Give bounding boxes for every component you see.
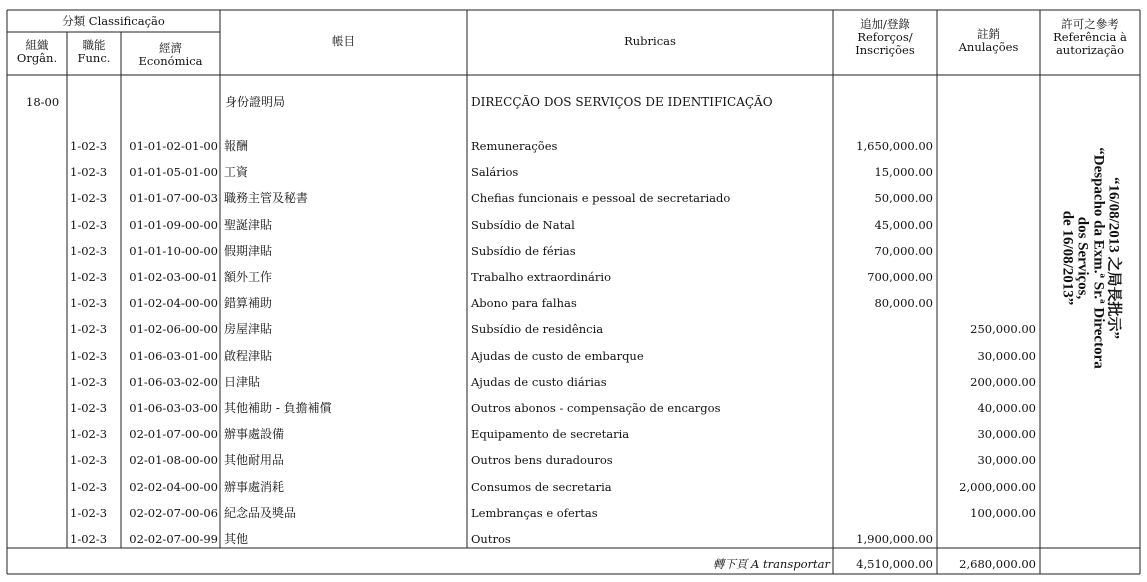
row-func-code: 1-02-3 xyxy=(70,349,108,363)
row-func-code: 1-02-3 xyxy=(70,322,108,336)
row-reforco: 15,000.00 xyxy=(874,165,933,179)
row-func-code: 1-02-3 xyxy=(70,165,108,179)
econ-header-pt: Económica xyxy=(138,54,203,69)
pt-title-header: Rubricas xyxy=(624,34,676,48)
row-pt-label: Outros bens duradouros xyxy=(471,453,613,467)
row-zh-label: 職務主管及秘書 xyxy=(224,191,309,205)
row-pt-label: Lembranças e ofertas xyxy=(471,506,598,520)
row-econ-code: 02-02-04-00-00 xyxy=(129,480,218,494)
row-zh-label: 額外工作 xyxy=(224,270,273,284)
row-econ-code: 01-06-03-01-00 xyxy=(129,349,218,363)
authorization-note-line2: “Despacho da Exm.ª Sr.ª Directora xyxy=(1090,147,1107,369)
row-zh-label: 紀念品及獎品 xyxy=(224,506,297,520)
row-pt-label: Subsídio de férias xyxy=(471,244,576,258)
org-header xyxy=(7,39,67,65)
row-zh-label: 聖誕津貼 xyxy=(224,218,273,232)
row-zh-label: 工資 xyxy=(224,165,249,179)
func-header xyxy=(67,39,121,65)
row-func-code: 1-02-3 xyxy=(70,506,108,520)
row-pt-label: Outros xyxy=(471,532,511,546)
row-econ-code: 01-01-07-00-03 xyxy=(129,191,218,205)
org-header-pt: Orgân. xyxy=(16,51,58,66)
row-pt-label: Equipamento de secretaria xyxy=(471,427,630,441)
row-zh-label: 其他 xyxy=(224,532,249,546)
row-econ-code: 01-02-03-00-01 xyxy=(129,270,218,284)
referencia-header-pt1: Referência à xyxy=(1053,30,1127,45)
row-econ-code: 01-01-09-00-00 xyxy=(129,218,218,232)
row-econ-code: 02-01-08-00-00 xyxy=(129,453,218,467)
department-pt: DIRECÇÃO DOS SERVIÇOS DE IDENTIFICAÇÃO xyxy=(471,95,773,109)
anulacoes-header-pt: Anulações xyxy=(958,40,1019,55)
row-reforco: 70,000.00 xyxy=(874,244,933,258)
row-econ-code: 02-02-07-00-06 xyxy=(129,506,218,520)
row-func-code: 1-02-3 xyxy=(70,480,108,494)
row-pt-label: Outros abonos - compensação de encargos xyxy=(471,401,721,415)
row-func-code: 1-02-3 xyxy=(70,296,108,310)
row-reforco: 45,000.00 xyxy=(874,218,933,232)
row-reforco: 1,900,000.00 xyxy=(856,532,933,546)
row-anulacao: 40,000.00 xyxy=(977,401,1036,415)
row-pt-label: Remunerações xyxy=(471,139,558,153)
row-zh-label: 假期津貼 xyxy=(224,244,273,258)
department-zh: 身份證明局 xyxy=(225,95,286,109)
row-func-code: 1-02-3 xyxy=(70,191,108,205)
row-zh-label: 房屋津貼 xyxy=(224,322,273,336)
row-reforco: 80,000.00 xyxy=(874,296,933,310)
row-anulacao: 2,000,000.00 xyxy=(959,480,1036,494)
row-func-code: 1-02-3 xyxy=(70,427,108,441)
reforcos-header-pt1: Reforços/ xyxy=(857,30,913,45)
row-reforco: 1,650,000.00 xyxy=(856,139,933,153)
row-func-code: 1-02-3 xyxy=(70,139,108,153)
authorization-note-text xyxy=(1059,118,1120,398)
classification-header: 分類 Classificação xyxy=(62,14,165,28)
row-anulacao: 100,000.00 xyxy=(970,506,1036,520)
anulacoes-header xyxy=(937,28,1040,54)
row-pt-label: Consumos de secretaria xyxy=(471,480,612,494)
org-code: 18-00 xyxy=(26,95,60,109)
row-econ-code: 01-01-02-01-00 xyxy=(129,139,218,153)
row-anulacao: 30,000.00 xyxy=(977,427,1036,441)
row-zh-label: 啟程津貼 xyxy=(224,349,273,363)
row-func-code: 1-02-3 xyxy=(70,453,108,467)
func-header-pt: Func. xyxy=(77,51,111,66)
referencia-header-pt2: autorização xyxy=(1055,43,1125,58)
row-reforco: 700,000.00 xyxy=(867,270,933,284)
row-econ-code: 01-02-06-00-00 xyxy=(129,322,218,336)
row-zh-label: 其他補助 - 負擔補償 xyxy=(224,401,332,415)
row-pt-label: Chefias funcionais e pessoal de secretariado xyxy=(471,191,731,205)
row-zh-label: 辦事處消耗 xyxy=(224,480,285,494)
row-econ-code: 01-02-04-00-00 xyxy=(129,296,218,310)
row-zh-label: 報酬 xyxy=(224,139,249,153)
authorization-note xyxy=(1045,118,1135,398)
reforcos-header xyxy=(833,18,937,58)
total-label: 轉下頁 A transportar xyxy=(712,557,830,571)
row-func-code: 1-02-3 xyxy=(70,401,108,415)
row-pt-label: Subsídio de residência xyxy=(471,322,604,336)
row-anulacao: 30,000.00 xyxy=(977,349,1036,363)
row-zh-label: 其他耐用品 xyxy=(224,453,285,467)
row-reforco: 50,000.00 xyxy=(874,191,933,205)
reforcos-header-zh: 追加/登錄 xyxy=(860,17,910,31)
authorization-note-line1: “16/08/2013 之局長批示” xyxy=(1105,176,1122,340)
row-pt-label: Trabalho extraordinário xyxy=(471,270,611,284)
econ-header-zh: 經濟 xyxy=(159,41,182,55)
row-econ-code: 02-02-07-00-99 xyxy=(129,532,218,546)
row-econ-code: 02-01-07-00-00 xyxy=(129,427,218,441)
org-header-zh: 組織 xyxy=(25,38,49,52)
row-func-code: 1-02-3 xyxy=(70,375,108,389)
row-pt-label: Abono para falhas xyxy=(471,296,577,310)
authorization-note-line4: de 16/08/2013” xyxy=(1059,210,1076,306)
authorization-note-line3: dos Serviços, xyxy=(1075,216,1091,300)
referencia-header-zh: 許可之參考 xyxy=(1061,17,1119,31)
row-anulacao: 250,000.00 xyxy=(970,322,1036,336)
econ-header xyxy=(121,42,220,68)
row-anulacao: 200,000.00 xyxy=(970,375,1036,389)
row-func-code: 1-02-3 xyxy=(70,244,108,258)
row-econ-code: 01-06-03-03-00 xyxy=(129,401,218,415)
referencia-header xyxy=(1040,18,1140,58)
func-header-zh: 職能 xyxy=(82,38,106,52)
row-pt-label: Ajudas de custo de embarque xyxy=(471,349,644,363)
row-anulacao: 30,000.00 xyxy=(977,453,1036,467)
reforcos-header-pt2: Inscrições xyxy=(855,43,915,58)
row-zh-label: 錯算補助 xyxy=(224,296,273,310)
row-zh-label: 日津貼 xyxy=(224,375,261,389)
row-func-code: 1-02-3 xyxy=(70,270,108,284)
total-anulacao: 2,680,000.00 xyxy=(959,557,1036,571)
row-zh-label: 辦事處設備 xyxy=(224,427,285,441)
row-pt-label: Subsídio de Natal xyxy=(471,218,575,232)
row-econ-code: 01-01-05-01-00 xyxy=(129,165,218,179)
row-pt-label: Ajudas de custo diárias xyxy=(471,375,607,389)
total-reforco: 4,510,000.00 xyxy=(856,557,933,571)
row-econ-code: 01-01-10-00-00 xyxy=(129,244,218,258)
row-func-code: 1-02-3 xyxy=(70,532,108,546)
anulacoes-header-zh: 註銷 xyxy=(977,27,1000,41)
row-pt-label: Salários xyxy=(471,165,519,179)
row-econ-code: 01-06-03-02-00 xyxy=(129,375,218,389)
row-func-code: 1-02-3 xyxy=(70,218,108,232)
zh-title-header: 帳目 xyxy=(332,34,355,48)
